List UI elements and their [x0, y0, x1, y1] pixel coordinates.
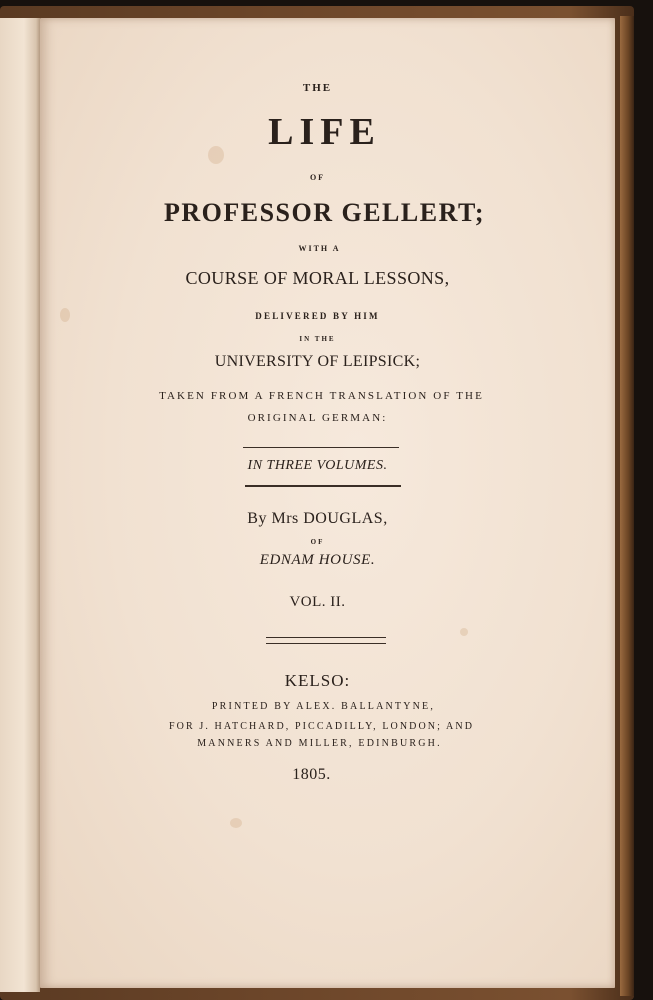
- line-by-author: By Mrs DOUGLAS,: [247, 510, 388, 527]
- line-ednam-house: EDNAM HOUSE.: [259, 552, 376, 568]
- title-page: [40, 18, 615, 988]
- line-year: 1805.: [292, 766, 331, 783]
- line-university: UNIVERSITY OF LEIPSICK;: [214, 353, 421, 370]
- line-manners-miller: MANNERS AND MILLER, EDINBURGH.: [197, 738, 442, 749]
- line-delivered-by-him: DELIVERED BY HIM: [255, 311, 380, 321]
- rule-lower: [245, 485, 401, 487]
- rule-double-bottom: [266, 643, 386, 644]
- foxing-spot: [460, 628, 468, 636]
- line-printed-by: PRINTED BY ALEX. BALLANTYNE,: [211, 701, 436, 712]
- line-taken-from: TAKEN FROM A FRENCH TRANSLATION OF THE: [159, 390, 484, 402]
- line-with-a: WITH A: [298, 244, 341, 253]
- left-facing-page: [0, 18, 40, 992]
- line-kelso: KELSO:: [284, 671, 351, 690]
- line-for-hatchard: FOR J. HATCHARD, PICCADILLY, LONDON; AND: [168, 721, 475, 732]
- foxing-spot: [230, 818, 242, 828]
- line-original-german: ORIGINAL GERMAN:: [247, 412, 388, 424]
- line-volume: VOL. II.: [289, 594, 346, 610]
- line-in-the: IN THE: [299, 335, 336, 343]
- line-course-of-moral-lessons: COURSE OF MORAL LESSONS,: [185, 268, 450, 288]
- rule-double-top: [266, 637, 386, 638]
- line-the: THE: [302, 82, 333, 94]
- line-professor-gellert: PROFESSOR GELLERT;: [163, 198, 486, 227]
- line-of-2: OF: [310, 538, 325, 546]
- line-in-three-volumes: IN THREE VOLUMES.: [247, 458, 388, 473]
- book-spine-edge: [620, 16, 634, 996]
- line-life: LIFE: [268, 111, 381, 153]
- line-of: OF: [309, 173, 326, 182]
- rule-upper: [243, 447, 399, 448]
